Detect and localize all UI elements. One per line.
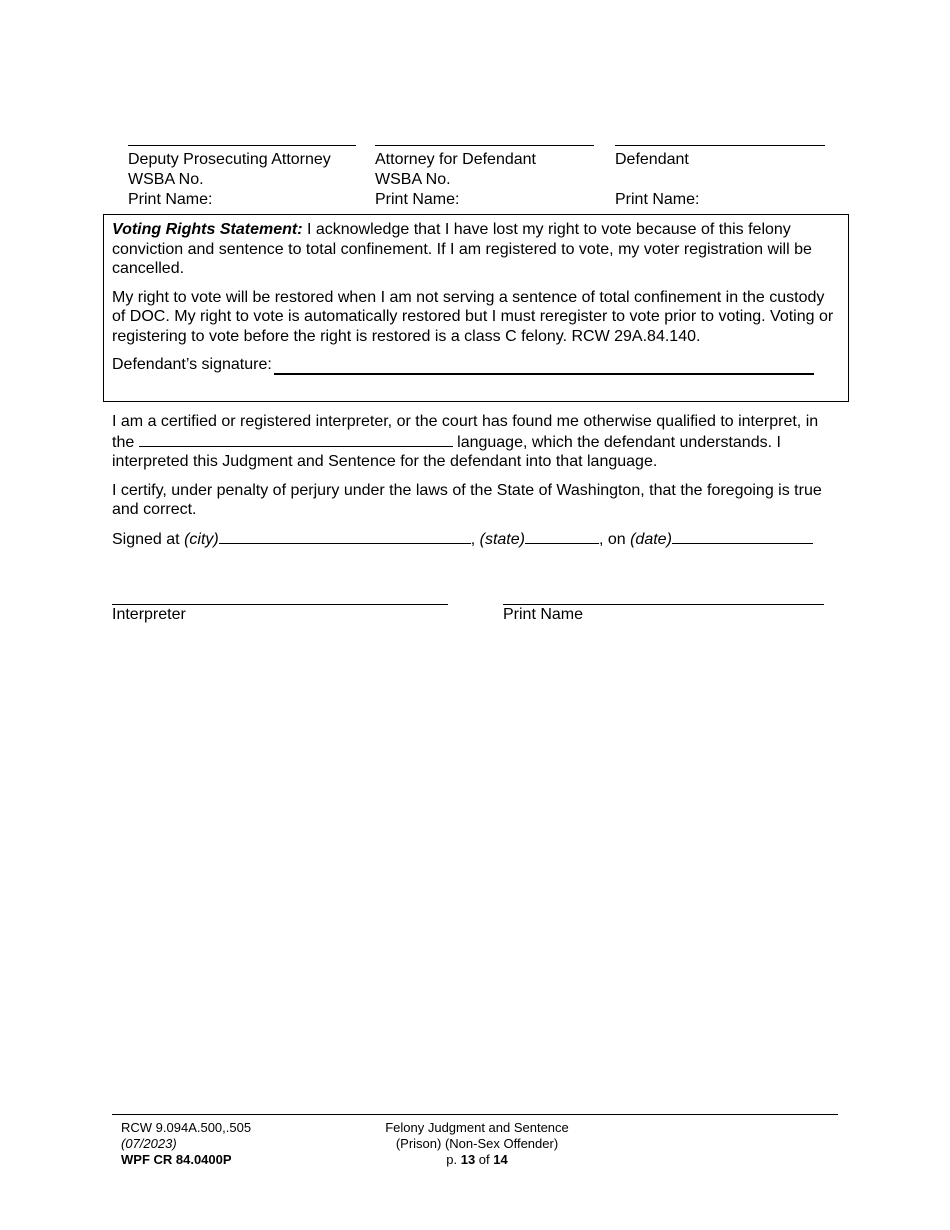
defendant-voting-signature-line[interactable] bbox=[274, 358, 814, 375]
footer-title-1: Felony Judgment and Sentence bbox=[385, 1120, 569, 1135]
interpreter-section bbox=[112, 412, 842, 558]
signed-at-line bbox=[112, 529, 842, 550]
print-name-label: Print Name bbox=[503, 606, 584, 623]
date-label: (date) bbox=[630, 530, 672, 548]
interpreter-text-a: I am a certified or registered interpreter, or the court has found me otherwise qualified to interpret, in the bbox=[112, 413, 819, 451]
voting-rights-paragraph-2: My right to vote will be restored when I am not serving a sentence of total confinement in the custody of DOC. My right to vote is automatically restored but I must reregister to vote prior to voting. Voting or registering to vote before the right is restored is a class C felony. RCW 29A.84.140. bbox=[112, 288, 834, 345]
on-text: , on bbox=[598, 530, 631, 548]
interpreter-print-name-line[interactable] bbox=[503, 604, 824, 605]
interpreter-signature-line[interactable] bbox=[112, 604, 448, 605]
interpreter-text-b: language, which the defendant understands. I interpreted this Judgment and Sentence for the defendant into that language. bbox=[112, 433, 781, 470]
footer-page-number: p. 13 of 14 bbox=[446, 1152, 508, 1167]
footer-rule bbox=[112, 1114, 838, 1115]
prosecutor-signature-block bbox=[128, 145, 356, 210]
footer-title-2: (Prison) (Non-Sex Offender) bbox=[395, 1136, 559, 1151]
footer-rcw: RCW 9.094A.500,.505 bbox=[121, 1120, 252, 1135]
state-label: (state) bbox=[479, 530, 525, 548]
defense-attorney-signature-block bbox=[375, 145, 594, 210]
defense-attorney-title: Attorney for Defendant bbox=[375, 151, 536, 168]
date-blank[interactable] bbox=[672, 529, 813, 544]
footer-center bbox=[370, 1120, 584, 1168]
interpreter-certification: I certify, under penalty of perjury under the laws of the State of Washington, that the foregoing is true and correct. bbox=[112, 481, 822, 518]
voting-rights-text-1: I acknowledge that I have lost my right to vote because of this felony conviction and sentence to total confinement. If I am registered to vote, my voter registration will be cancelled. bbox=[112, 221, 812, 277]
city-blank[interactable] bbox=[219, 529, 471, 544]
defense-attorney-print-name: Print Name: bbox=[375, 191, 460, 208]
signed-at-label: Signed at bbox=[112, 530, 185, 548]
state-blank[interactable] bbox=[525, 529, 599, 544]
footer-form-number: WPF CR 84.0400P bbox=[121, 1152, 232, 1167]
voting-rights-heading: Voting Rights Statement: bbox=[112, 221, 303, 238]
footer-left bbox=[121, 1120, 251, 1168]
prosecutor-wsba: WSBA No. bbox=[128, 171, 204, 188]
defendant-signature-line bbox=[615, 145, 825, 146]
footer-date: (07/2023) bbox=[121, 1136, 177, 1151]
defense-attorney-wsba: WSBA No. bbox=[375, 171, 451, 188]
defendant-title: Defendant bbox=[615, 151, 689, 168]
defense-attorney-signature-line bbox=[375, 145, 594, 146]
prosecutor-title: Deputy Prosecuting Attorney bbox=[128, 151, 331, 168]
defendant-signature-label: Defendant’s signature: bbox=[112, 356, 272, 373]
prosecutor-signature-line bbox=[128, 145, 356, 146]
voting-rights-box bbox=[103, 214, 849, 402]
defendant-print-name: Print Name: bbox=[615, 191, 700, 208]
voting-rights-paragraph-1 bbox=[112, 220, 839, 279]
defendant-signature-block bbox=[615, 145, 825, 210]
interpreter-paragraph-1 bbox=[112, 412, 842, 472]
language-blank[interactable] bbox=[139, 432, 453, 447]
comma-text: , bbox=[470, 530, 480, 548]
city-label: (city) bbox=[184, 530, 219, 548]
defendant-voting-signature-row bbox=[112, 355, 839, 375]
interpreter-label: Interpreter bbox=[112, 606, 186, 623]
prosecutor-print-name: Print Name: bbox=[128, 191, 213, 208]
